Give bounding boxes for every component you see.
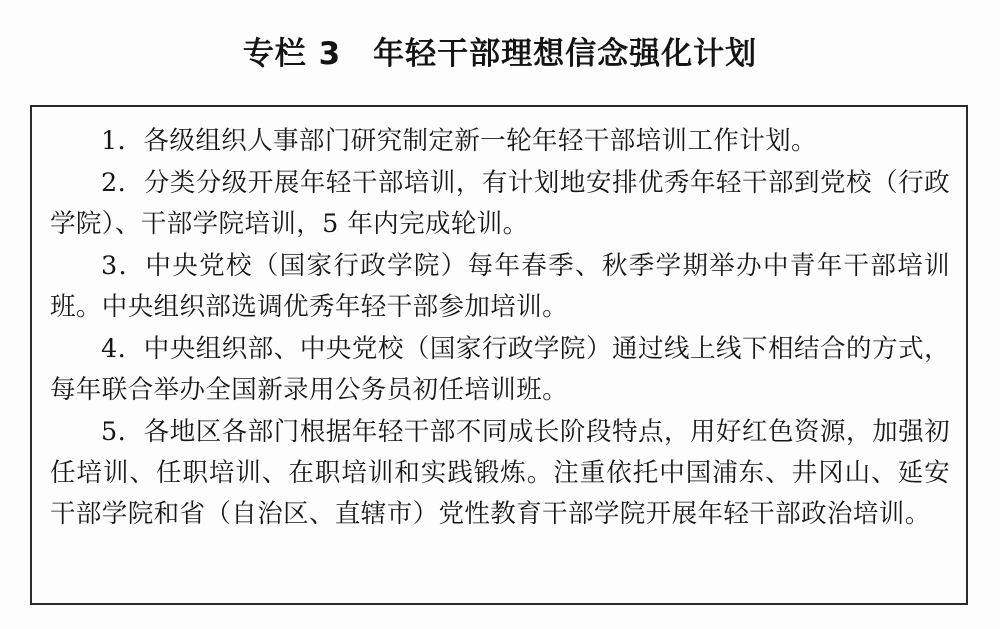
list-item: 5．各地区各部门根据年轻干部不同成长阶段特点，用好红色资源，加强初任培训、任职培训、在职培训和实践锻炼。注重依托中国浦东、井冈山、延安干部学院和省（自治区、直辖市）党性教育干部学院开展年轻干部政治培训。 bbox=[50, 417, 950, 529]
list-item: 3．中央党校（国家行政学院）每年春季、秋季学期举办中青年干部培训班。中央组织部选调优秀年轻干部参加培训。 bbox=[50, 251, 950, 322]
list-item: 2．分类分级开展年轻干部培训，有计划地安排优秀年轻干部到党校（行政学院）、干部学院培训，5 年内完成轮训。 bbox=[50, 168, 950, 239]
page-title: 专栏 3 年轻干部理想信念强化计划 bbox=[242, 36, 758, 72]
list-item: 1．各级组织人事部门研究制定新一轮年轻干部培训工作计划。 bbox=[101, 126, 817, 156]
content-box bbox=[30, 105, 968, 605]
content-box-inner bbox=[32, 107, 966, 545]
list-item: 4．中央组织部、中央党校（国家行政学院）通过线上线下相结合的方式，每年联合举办全国新录用公务员初任培训班。 bbox=[50, 334, 950, 405]
